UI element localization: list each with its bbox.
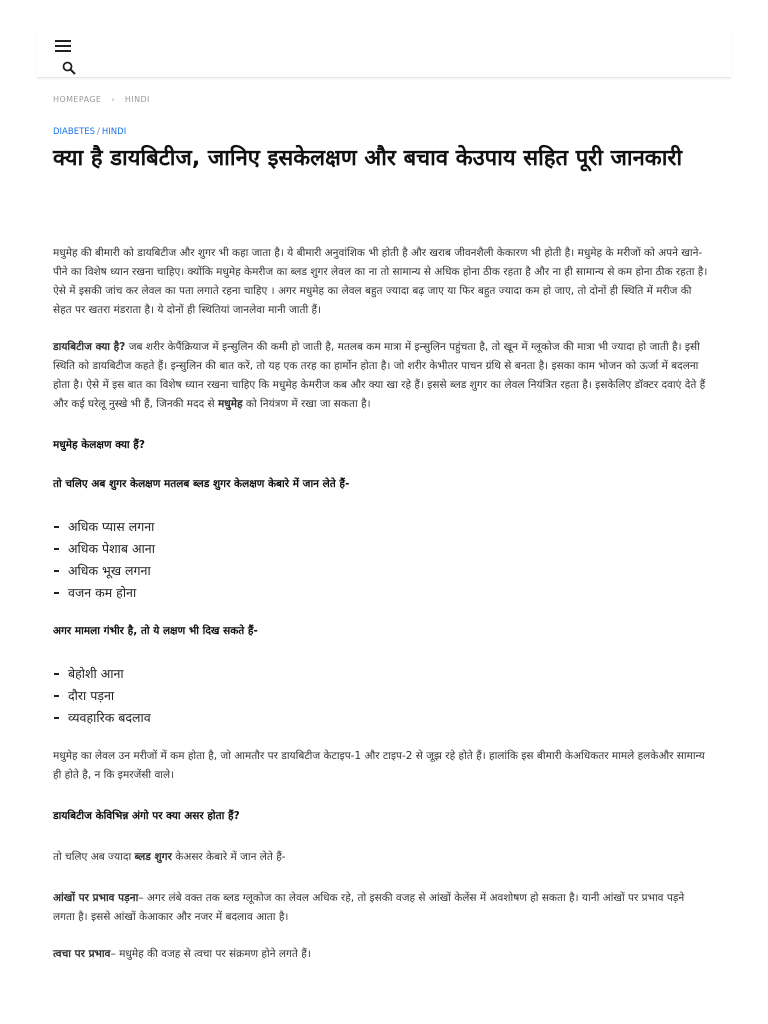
article-title: क्या है डायबिटीज, जानिए इसकेलक्षण और बचाव केउपाय सहित पूरी जानकारी	[53, 146, 683, 171]
list-item: अधिक भूख लगना	[53, 560, 708, 582]
category-links	[53, 127, 126, 137]
eyes-paragraph	[53, 889, 708, 927]
breadcrumb-current-link[interactable]: HINDI	[124, 95, 150, 104]
effects-intro-text-b: केअसर केबारे में जान लेते हैं-	[171, 851, 286, 863]
search-icon[interactable]	[62, 61, 76, 75]
definition-text-a: जब शरीर केपैंक्रियाज में इन्सुलिन की कमी हो जाती है, मतलब कम मात्रा में इन्सुलिन पहुंचता है, तो खून में ग्लूकोज की मात्रा भी ज्यादा हो जाती है। इसी स्थिति को डायबिटीज कहते हैं। इन्सुलिन की बात करें, तो यह एक तरह का हार्मोन होता है। जो शरीर केभीतर पाचन ग्रंथि से बनता है। इसका काम भोजन को ऊर्जा में बदलना होता है। ऐसे में इस बात का विशेष ध्यान रखना चाहिए कि मधुमेह केमरीज कब और क्या खा रहे हैं। इससे ब्लड शुगर का लेवल नियंत्रित रहता है। इसकेलिए डॉक्टर दवाएं देते हैं और कई घरेलू नुस्खे भी हैं, जिनकी मदद से	[53, 341, 706, 410]
sugar-symptoms-heading: तो चलिए अब शुगर केलक्षण मतलब ब्लड शुगर केलक्षण केबारे में जान लेते हैं-	[53, 478, 350, 490]
symptoms-list	[53, 516, 708, 604]
definition-paragraph	[53, 338, 708, 414]
skin-text: – मधुमेह की वजह से त्वचा पर संक्रमण होने लगते हैं।	[110, 948, 311, 960]
chevron-right-icon: ›	[111, 95, 115, 104]
breadcrumb-home-link[interactable]: HOMEPAGE	[53, 95, 102, 104]
list-item: अधिक प्यास लगना	[53, 516, 708, 538]
serious-symptoms-list	[53, 663, 708, 729]
organs-heading: डायबिटीज केविभिन्न अंगो पर क्या असर होता हैं?	[53, 810, 240, 822]
effects-intro-text-a: तो चलिए अब ज्यादा	[53, 851, 135, 863]
list-item: दौरा पड़ना	[53, 685, 708, 707]
list-item: वजन कम होना	[53, 582, 708, 604]
effects-intro-paragraph	[53, 848, 708, 867]
definition-bold-term: मधुमेह	[217, 398, 243, 410]
intro-paragraph: मधुमेह की बीमारी को डायबिटीज और शुगर भी कहा जाता है। ये बीमारी अनुवांशिक भी होती है और खराब जीवनशैली केकारण भी होती है। मधुमेह के मरीजों को अपने खाने-पीने का विशेष ध्यान रखना चाहिए। क्योंकि मधुमेह केमरीज का ब्लड शुगर लेवल का ना तो सामान्य से अधिक होना ठीक रहता है और ना ही सामान्य से कम होना ठीक रहता है। ऐसे में इसकी जांच कर लेवल का पता लगाते रहना चाहिए । अगर मधुमेह का लेवल बहुत ज्यादा बढ़ जाए या फिर बहुत ज्यादा कम हो जाए, तो दोनों ही स्थिति में मरीज की सेहत पर खतरा मंडराता है। ये दोनों ही स्थितियां जानलेवा मानी जाती हैं।	[53, 247, 708, 316]
skin-heading: त्वचा पर प्रभाव	[53, 948, 111, 960]
category-hindi-link[interactable]: HINDI	[101, 127, 127, 137]
article-body	[53, 244, 708, 964]
definition-text-b: को नियंत्रण में रखा जा सकता है।	[242, 398, 371, 410]
types-paragraph: मधुमेह का लेवल उन मरीजों में कम होता है, जो आमतौर पर डायबिटीज केटाइप-1 और टाइप-2 से जूझ रहे होते हैं। हालांकि इस बीमारी केअधिकतर मामले हलकेऔर सामान्य ही होते है, न कि इमरजेंसी वाले।	[53, 750, 705, 781]
eyes-text: – अगर लंबे वक्त तक ब्लड ग्लूकोज का लेवल अधिक रहे, तो इसकी वजह से आंखों केलेंस में अवशोषण हो सकता है। यानी आंखों पर प्रभाव पड़ने लगता है। इससे आंखों केआकार और नजर में बदलाव आता है।	[53, 892, 685, 923]
eyes-heading: आंखों पर प्रभाव पड़ना	[53, 892, 139, 904]
breadcrumb	[53, 95, 150, 104]
serious-symptoms-heading: अगर मामला गंभीर है, तो ये लक्षण भी दिख सकते हैं-	[53, 625, 258, 637]
category-diabetes-link[interactable]: DIABETES	[53, 127, 96, 137]
symptoms-heading: मधुमेह केलक्षण क्या हैं?	[53, 439, 145, 451]
site-header	[37, 31, 731, 78]
list-item: व्यवहारिक बदलाव	[53, 707, 708, 729]
category-separator: /	[97, 127, 100, 137]
definition-heading: डायबिटीज क्या है?	[53, 341, 126, 353]
skin-paragraph	[53, 945, 708, 964]
list-item: बेहोशी आना	[53, 663, 708, 685]
effects-intro-bold: ब्लड शुगर	[134, 851, 172, 863]
hamburger-menu-icon[interactable]	[55, 40, 71, 52]
list-item: अधिक पेशाब आना	[53, 538, 708, 560]
